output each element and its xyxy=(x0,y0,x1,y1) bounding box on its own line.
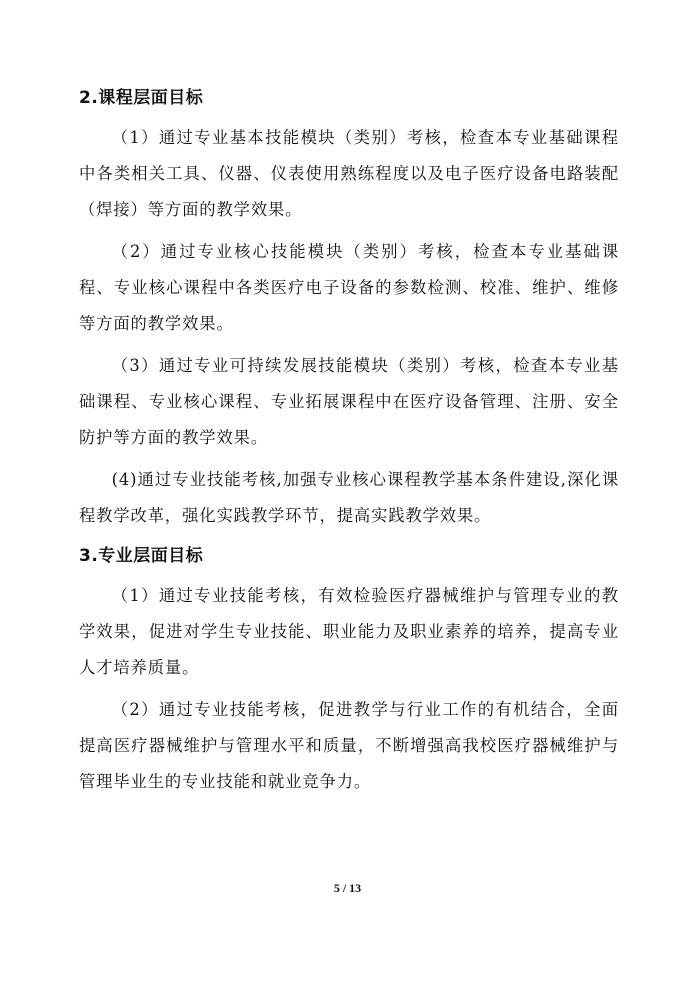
section-heading-course-goals: 2.课程层面目标 xyxy=(79,88,204,108)
paragraph: (4)通过专业技能考核,加强专业核心课程教学基本条件建设,深化课程教学改革，强化实践教学环节，提高实践教学效果。 xyxy=(79,470,619,525)
paragraph: （2）通过专业技能考核，促进教学与行业工作的有机结合，全面提高医疗器械维护与管理水平和质量，不断增强高我校医疗器械维护与管理毕业生的专业技能和就业竞争力。 xyxy=(79,700,619,791)
paragraph: （3）通过专业可持续发展技能模块（类别）考核，检查本专业基础课程、专业核心课程、专业拓展课程中在医疗设备管理、注册、安全防护等方面的教学效果。 xyxy=(79,356,619,447)
paragraph: （1）通过专业技能考核，有效检验医疗器械维护与管理专业的教学效果，促进对学生专业技能、职业能力及职业素养的培养，提高专业人才培养质量。 xyxy=(79,586,619,677)
paragraph: （2）通过专业核心技能模块（类别）考核，检查本专业基础课程、专业核心课程中各类医疗电子设备的参数检测、校准、维护、维修等方面的教学效果。 xyxy=(79,242,619,333)
page-content xyxy=(79,82,619,806)
paragraph: （1）通过专业基本技能模块（类别）考核，检查本专业基础课程中各类相关工具、仪器、仪表使用熟练程度以及电子医疗设备电路装配（焊接）等方面的教学效果。 xyxy=(79,128,619,219)
page-number: 5 / 13 xyxy=(333,881,362,895)
section-heading-major-goals: 3.专业层面目标 xyxy=(79,546,204,566)
